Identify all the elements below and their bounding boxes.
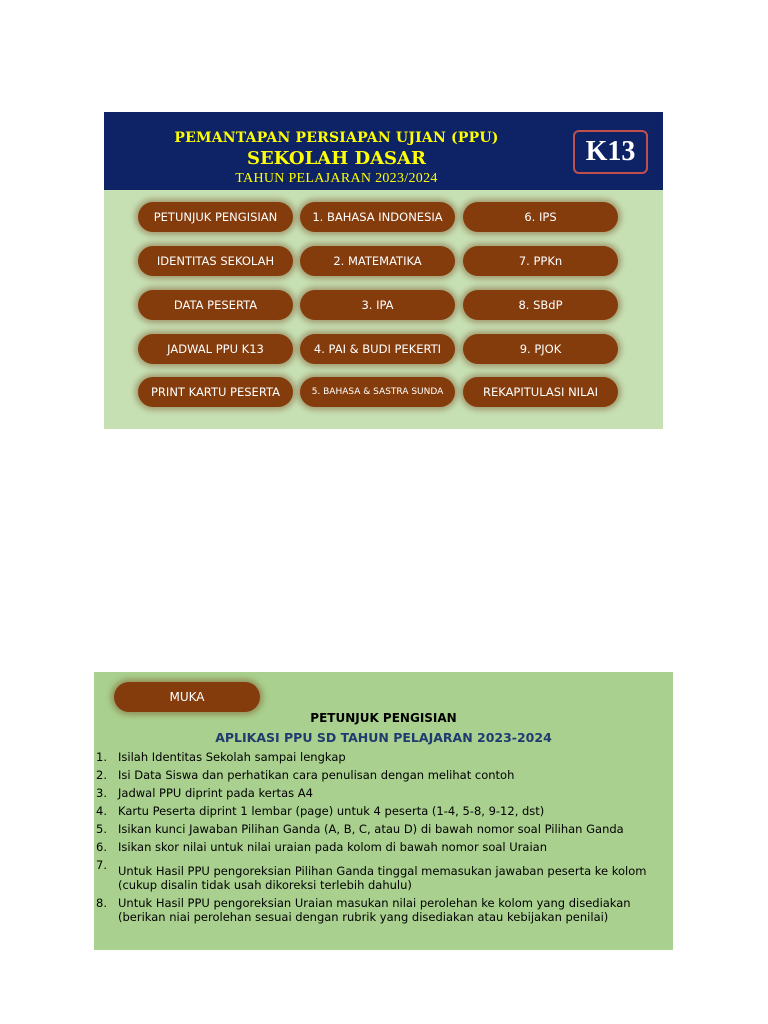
pjok-button[interactable]: 9. PJOK — [463, 334, 618, 364]
instructions-title: PETUNJUK PENGISIAN — [310, 711, 457, 725]
pai-budi-pekerti-button[interactable]: 4. PAI & BUDI PEKERTI — [300, 334, 455, 364]
muka-button[interactable]: MUKA — [114, 682, 260, 712]
matematika-button[interactable]: 2. MATEMATIKA — [300, 246, 455, 276]
step-text: Untuk Hasil PPU pengoreksian Pilihan Ganda tinggal memasukan jawaban peserta ke kolom — [118, 864, 647, 878]
petunjuk-pengisian-button[interactable]: PETUNJUK PENGISIAN — [138, 202, 293, 232]
instructions-panel — [94, 672, 673, 950]
jadwal-ppu-button[interactable]: JADWAL PPU K13 — [138, 334, 293, 364]
bahasa-sastra-sunda-button[interactable]: 5. BAHASA & SASTRA SUNDA — [300, 377, 455, 407]
header-school-level: SEKOLAH DASAR — [247, 148, 426, 169]
step-number: 1. — [96, 750, 107, 764]
ips-button[interactable]: 6. IPS — [463, 202, 618, 232]
header-academic-year: TAHUN PELAJARAN 2023/2024 — [235, 171, 438, 186]
step-number: 6. — [96, 840, 107, 854]
step-number: 7. — [96, 858, 107, 872]
step-text-continued: (berikan niai perolehan sesuai dengan rubrik yang disediakan atau kebijakan penilai) — [118, 910, 609, 924]
step-text: Isilah Identitas Sekolah sampai lengkap — [118, 750, 346, 764]
step-text: Jadwal PPU diprint pada kertas A4 — [118, 786, 313, 800]
step-number: 8. — [96, 896, 107, 910]
step-text: Untuk Hasil PPU pengoreksian Uraian masukan nilai perolehan ke kolom yang disediakan — [118, 896, 631, 910]
ppkn-button[interactable]: 7. PPKn — [463, 246, 618, 276]
identitas-sekolah-button[interactable]: IDENTITAS SEKOLAH — [138, 246, 293, 276]
rekapitulasi-nilai-button[interactable]: REKAPITULASI NILAI — [463, 377, 618, 407]
data-peserta-button[interactable]: DATA PESERTA — [138, 290, 293, 320]
instructions-subtitle: APLIKASI PPU SD TAHUN PELAJARAN 2023-2024 — [215, 730, 552, 745]
sbdp-button[interactable]: 8. SBdP — [463, 290, 618, 320]
bahasa-indonesia-button[interactable]: 1. BAHASA INDONESIA — [300, 202, 455, 232]
step-number: 4. — [96, 804, 107, 818]
curriculum-badge: K13 — [573, 130, 648, 174]
step-number: 2. — [96, 768, 107, 782]
step-text: Isikan skor nilai untuk nilai uraian pada kolom di bawah nomor soal Uraian — [118, 840, 547, 854]
header-title: PEMANTAPAN PERSIAPAN UJIAN (PPU) — [174, 130, 499, 146]
header-banner — [104, 112, 663, 190]
step-text: Kartu Peserta diprint 1 lembar (page) untuk 4 peserta (1-4, 5-8, 9-12, dst) — [118, 804, 545, 818]
print-kartu-peserta-button[interactable]: PRINT KARTU PESERTA — [138, 377, 293, 407]
ipa-button[interactable]: 3. IPA — [300, 290, 455, 320]
step-text-continued: (cukup disalin tidak usah dikoreksi terlebih dahulu) — [118, 878, 412, 892]
step-text: Isi Data Siswa dan perhatikan cara penulisan dengan melihat contoh — [118, 768, 515, 782]
step-number: 3. — [96, 786, 107, 800]
step-text: Isikan kunci Jawaban Pilihan Ganda (A, B, C, atau D) di bawah nomor soal Pilihan Ganda — [118, 822, 624, 836]
step-number: 5. — [96, 822, 107, 836]
main-menu-panel — [104, 112, 663, 429]
